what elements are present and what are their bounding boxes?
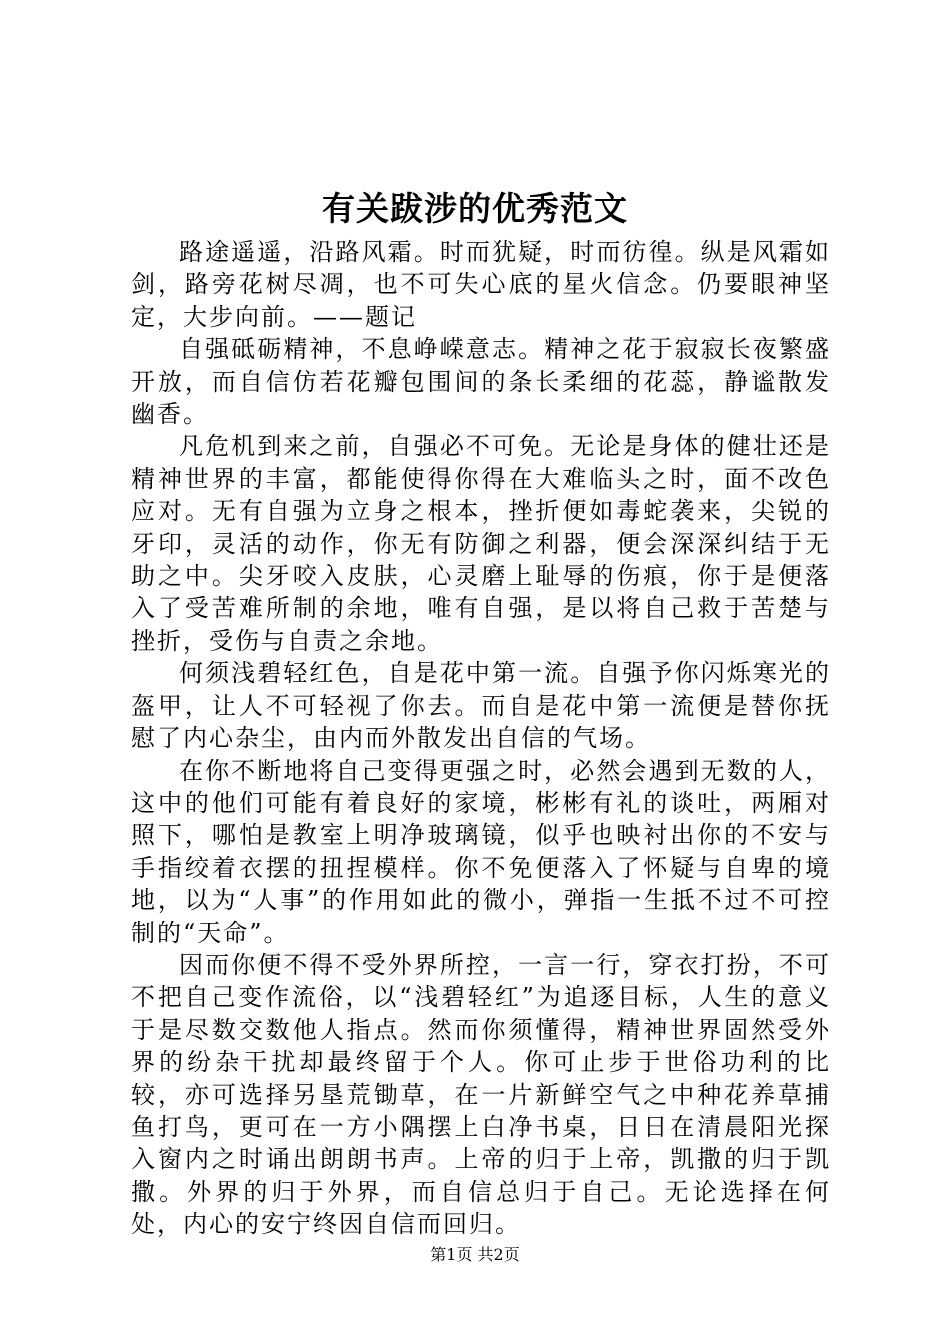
paragraph-1: 路途遥遥，沿路风霜。时而犹疑，时而彷徨。纵是风霜如剑，路旁花树尽凋，也不可失心底的星火信念。仍要眼神坚定，大步向前。——题记 <box>131 238 831 331</box>
paragraph-6: 因而你便不得不受外界所控，一言一行，穿衣打扮，不可不把自己变作流俗，以“浅碧轻红”为追逐目标，人生的意义于是尽数交数他人指点。然而你须懂得，精神世界固然受外界的纷杂干扰却最终留于个人。你可止步于世俗功利的比较，亦可选择另垦荒锄草，在一片新鲜空气之中种花养草捕鱼打鸟，更可在一方小隅摆上白净书桌，日日在清晨阳光探入窗内之时诵出朗朗书声。上帝的归于上帝，凯撒的归于凯撒。外界的归于外界，而自信总归于自己。无论选择在何处，内心的安宁终因自信而回归。 <box>131 950 831 1239</box>
paragraph-2: 自强砥砺精神，不息峥嵘意志。精神之花于寂寂长夜繁盛开放，而自信仿若花瓣包围间的条长柔细的花蕊，静谧散发幽香。 <box>131 335 831 429</box>
paragraph-4: 何须浅碧轻红色，自是花中第一流。自强予你闪烁寒光的盔甲，让人不可轻视了你去。而自是花中第一流便是替你抚慰了内心杂尘，由内而外散发出自信的气场。 <box>131 659 831 753</box>
document-title: 有关跋涉的优秀范文 <box>322 189 628 228</box>
paragraph-3: 凡危机到来之前，自强必不可免。无论是身体的健壮还是精神世界的丰富，都能使得你得在大难临头之时，面不改色应对。无有自强为立身之根本，挫折便如毒蛇袭来，尖锐的牙印，灵活的动作，你无有防御之利器，便会深深纠结于无助之中。尖牙咬入皮肤，心灵磨上耻辱的伤痕，你于是便落入了受苦难所制的余地，唯有自强，是以将自己救于苦楚与挫折，受伤与自责之余地。 <box>131 432 831 655</box>
document-body <box>131 236 831 1241</box>
paragraph-5: 在你不断地将自己变得更强之时，必然会遇到无数的人，这中的他们可能有着良好的家境，彬彬有礼的谈吐，两厢对照下，哪怕是教室上明净玻璃镜，似乎也映衬出你的不安与手指绞着衣摆的扭捏模样。你不免便落入了怀疑与自卑的境地，以为“人事”的作用如此的微小，弹指一生抵不过不可控制的“天命”。 <box>131 756 831 947</box>
page-footer: 第1页 共2页 <box>430 1245 520 1264</box>
